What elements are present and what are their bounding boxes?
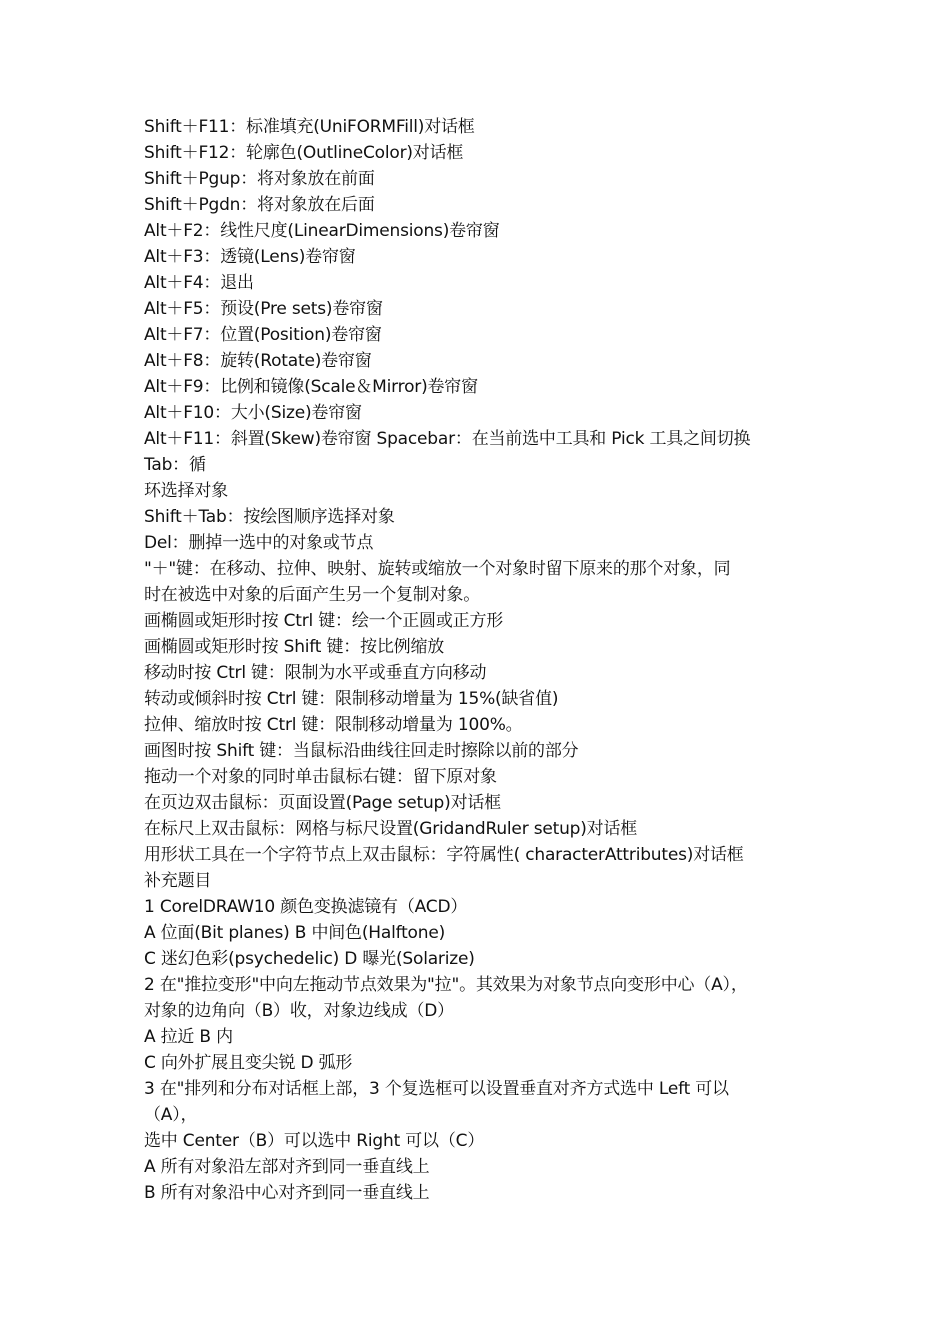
answer-option-line: A 位面(Bit planes) B 中间色(Halftone)	[144, 923, 446, 943]
document-body	[144, 114, 814, 1206]
text-line: 移动时按 Ctrl 键：限制为水平或垂直方向移动	[144, 663, 487, 683]
text-line: 环选择对象	[144, 481, 228, 501]
question-line: 3 在"排列和分布对话框上部，3 个复选框可以设置垂直对齐方式选中 Left 可以	[144, 1079, 729, 1099]
text-line: Del：删掉一选中的对象或节点	[144, 533, 374, 553]
question-line: 2 在"推拉变形"中向左拖动节点效果为"拉"。其效果为对象节点向变形中心（A），	[144, 975, 748, 995]
text-line: Alt＋F10：大小(Size)卷帘窗	[144, 403, 362, 423]
text-line: Alt＋F11：斜置(Skew)卷帘窗 Spacebar：在当前选中工具和 Pick 工具之间切换	[144, 429, 751, 449]
section-heading: 补充题目	[144, 871, 212, 891]
text-line: Alt＋F4：退出	[144, 273, 254, 293]
text-line: 转动或倾斜时按 Ctrl 键：限制移动增量为 15%(缺省值)	[144, 689, 559, 709]
text-line: "＋"键：在移动、拉伸、映射、旋转或缩放一个对象时留下原来的那个对象，同	[144, 559, 731, 579]
text-line: Tab：循	[144, 455, 206, 475]
text-line: Alt＋F3：透镜(Lens)卷帘窗	[144, 247, 356, 267]
question-line: 选中 Center（B）可以选中 Right 可以（C）	[144, 1131, 485, 1151]
answer-option-line: A 拉近 B 内	[144, 1027, 233, 1047]
answer-option-line: C 迷幻色彩(psychedelic) D 曝光(Solarize)	[144, 949, 475, 969]
text-line: Alt＋F5：预设(Pre sets)卷帘窗	[144, 299, 383, 319]
text-line: Shift＋Tab：按绘图顺序选择对象	[144, 507, 395, 527]
text-line: Shift＋F11：标准填充(UniFORMFill)对话框	[144, 117, 475, 137]
text-line: 画椭圆或矩形时按 Shift 键：按比例缩放	[144, 637, 445, 657]
text-line: Alt＋F2：线性尺度(LinearDimensions)卷帘窗	[144, 221, 500, 241]
text-line: Shift＋Pgup：将对象放在前面	[144, 169, 375, 189]
text-line: 画图时按 Shift 键：当鼠标沿曲线往回走时擦除以前的部分	[144, 741, 579, 761]
answer-option-line: C 向外扩展且变尖锐 D 弧形	[144, 1053, 353, 1073]
answer-option-line: B 所有对象沿中心对齐到同一垂直线上	[144, 1183, 430, 1203]
text-line: Alt＋F9：比例和镜像(Scale＆Mirror)卷帘窗	[144, 377, 478, 397]
text-line: 拖动一个对象的同时单击鼠标右键：留下原对象	[144, 767, 497, 787]
question-line: 1 CorelDRAW10 颜色变换滤镜有（ACD）	[144, 897, 468, 917]
question-line: （A），	[144, 1105, 198, 1125]
text-line: Alt＋F8：旋转(Rotate)卷帘窗	[144, 351, 372, 371]
text-line: 拉伸、缩放时按 Ctrl 键：限制移动增量为 100%。	[144, 715, 523, 735]
text-line: 画椭圆或矩形时按 Ctrl 键：绘一个正圆或正方形	[144, 611, 504, 631]
text-line: 用形状工具在一个字符节点上双击鼠标：字符属性( characterAttributes)对话框	[144, 845, 744, 865]
answer-option-line: A 所有对象沿左部对齐到同一垂直线上	[144, 1157, 430, 1177]
text-line: 在标尺上双击鼠标：网格与标尺设置(GridandRuler setup)对话框	[144, 819, 638, 839]
text-line: Shift＋Pgdn：将对象放在后面	[144, 195, 375, 215]
question-line: 对象的边角向（B）收，对象边线成（D）	[144, 1001, 454, 1021]
text-line: Alt＋F7：位置(Position)卷帘窗	[144, 325, 382, 345]
text-line: 时在被选中对象的后面产生另一个复制对象。	[144, 585, 480, 605]
text-line: Shift＋F12：轮廓色(OutlineColor)对话框	[144, 143, 464, 163]
text-line: 在页边双击鼠标：页面设置(Page setup)对话框	[144, 793, 501, 813]
